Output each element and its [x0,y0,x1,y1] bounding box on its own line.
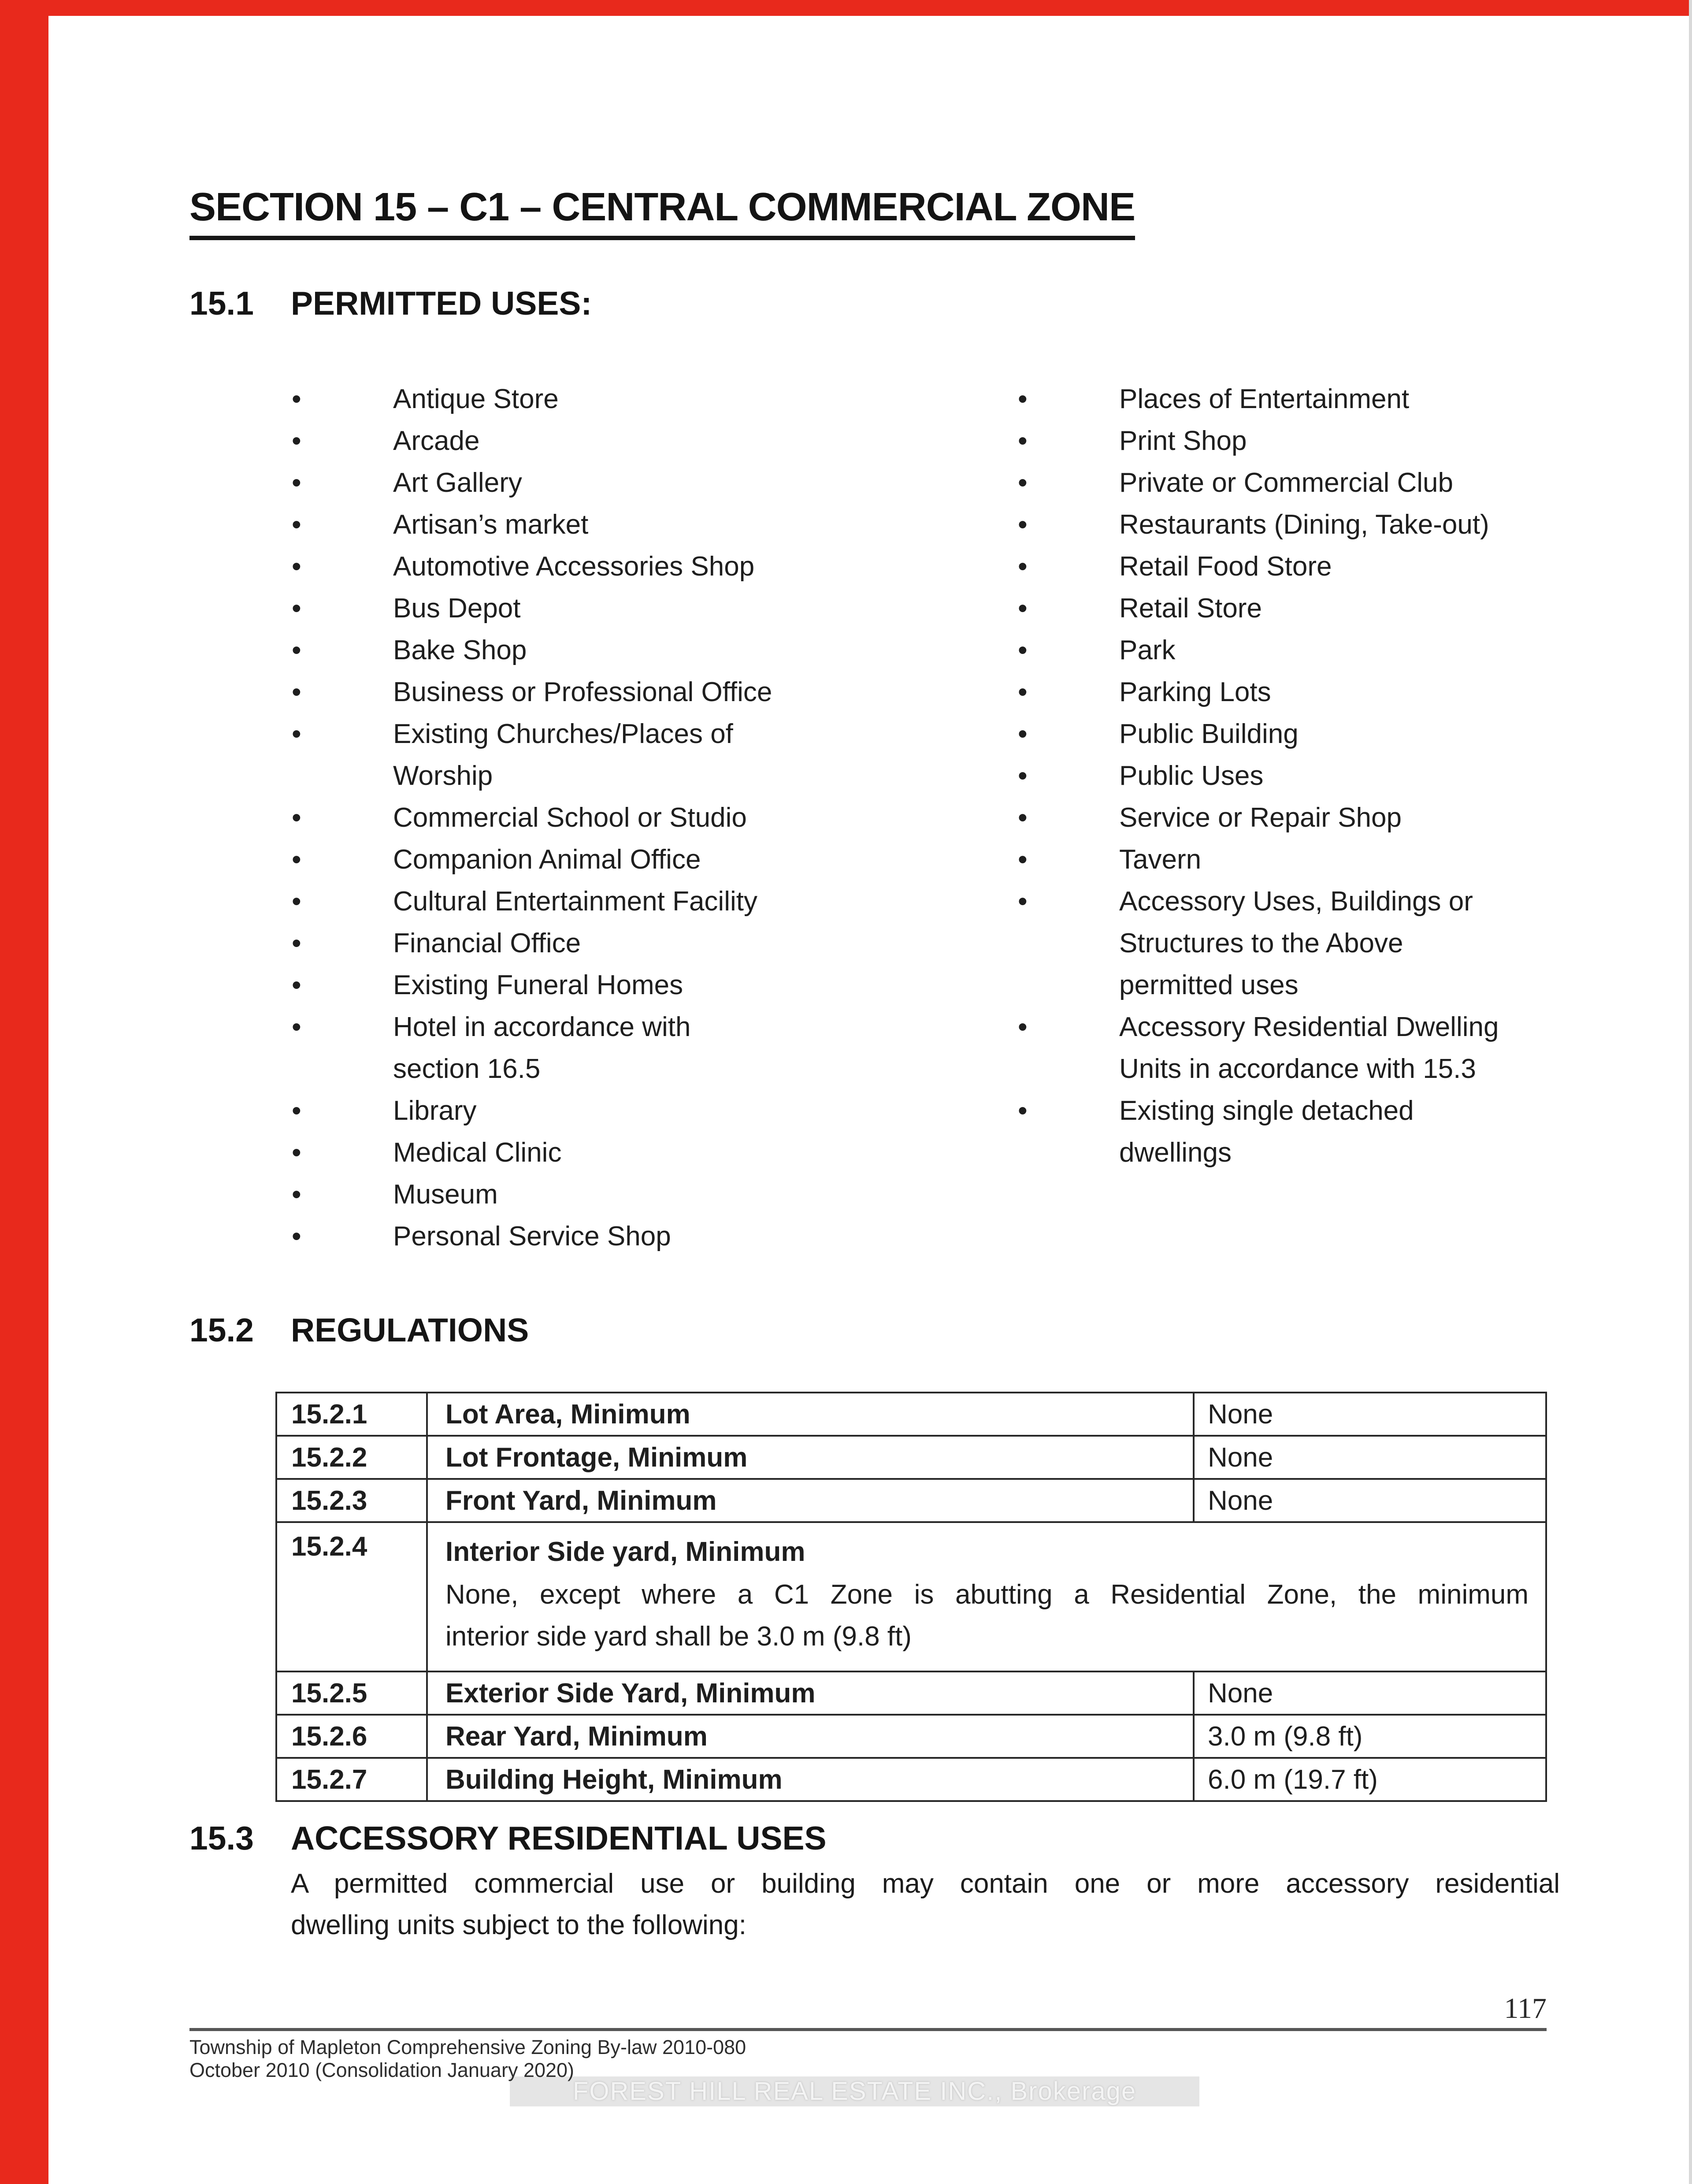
permitted-use-text: Print Shop [1119,426,1247,456]
heading-15-1-number: 15.1 [189,285,254,322]
permitted-use-text: Units in accordance with 15.3 [1119,1054,1476,1084]
footer-rule [189,2028,1547,2031]
permitted-use-item [291,1090,930,1132]
regulation-value: 3.0 m (9.8 ft) [1194,1715,1546,1758]
permitted-use-item [291,462,930,504]
permitted-use-text: permitted uses [1119,970,1299,1000]
heading-15-2-number: 15.2 [189,1311,254,1348]
permitted-use-text: Commercial School or Studio [393,802,747,833]
bullet-icon: • [292,1096,301,1126]
permitted-use-item [1017,839,1581,880]
permitted-use-text: Park [1119,635,1176,665]
bullet-icon: • [292,1137,301,1168]
permitted-use-text: Personal Service Shop [393,1221,671,1252]
regulation-ref: 15.2.1 [276,1393,427,1436]
heading-15-2 [189,1311,529,1349]
red-scan-border-left [0,0,48,2184]
permitted-use-text: Antique Store [393,384,559,414]
bullet-icon: • [292,1179,301,1210]
permitted-use-item [291,922,930,964]
permitted-use-item [291,504,930,546]
permitted-use-item [1017,378,1581,420]
bullet-icon: • [1018,426,1028,456]
heading-15-1 [189,284,592,322]
regulation-label: Lot Frontage, Minimum [427,1436,1194,1479]
bullet-icon: • [292,384,301,414]
bullet-icon: • [1018,509,1028,540]
permitted-use-item [1017,587,1581,629]
permitted-use-item [291,1006,930,1090]
regulation-value: None [1194,1436,1546,1479]
permitted-use-item [291,671,930,713]
permitted-use-item [1017,504,1581,546]
permitted-use-text: Financial Office [393,928,581,958]
permitted-use-item [291,880,930,922]
permitted-use-text: Museum [393,1179,498,1210]
body-text-line: A permitted commercial use or building may contain one or more accessory residential [291,1868,1560,1899]
bullet-icon: • [292,886,301,917]
permitted-use-text: Automotive Accessories Shop [393,551,755,582]
permitted-use-text: Hotel in accordance with [393,1012,691,1042]
heading-15-3-number: 15.3 [189,1820,254,1857]
permitted-use-item [291,378,930,420]
permitted-use-text: Cultural Entertainment Facility [393,886,757,917]
permitted-use-item [291,1174,930,1215]
bullet-icon: • [1018,802,1028,833]
permitted-use-text: Business or Professional Office [393,677,772,707]
page-edge-line [1689,0,1692,2184]
bullet-icon: • [1018,677,1028,707]
regulation-value: None [1194,1671,1546,1715]
bullet-icon: • [1018,1096,1028,1126]
permitted-use-text: Artisan’s market [393,509,589,540]
permitted-use-text: Retail Food Store [1119,551,1332,582]
bullet-icon: • [292,635,301,665]
regulation-label: Interior Side yard, Minimum [445,1537,805,1567]
bullet-icon: • [1018,844,1028,875]
regulation-label: Exterior Side Yard, Minimum [427,1671,1194,1715]
regulation-ref: 15.2.3 [276,1479,427,1522]
regulation-row [276,1715,1546,1758]
heading-15-3 [189,1819,827,1857]
permitted-use-item [1017,546,1581,587]
permitted-use-text: Medical Clinic [393,1137,562,1168]
regulation-ref: 15.2.4 [276,1522,427,1671]
permitted-use-item [291,420,930,462]
heading-15-3-label: ACCESSORY RESIDENTIAL USES [291,1820,827,1857]
regulation-note [445,1574,1529,1657]
regulation-ref: 15.2.6 [276,1715,427,1758]
permitted-use-item [291,587,930,629]
bullet-icon: • [292,1221,301,1252]
permitted-use-item [291,964,930,1006]
regulation-row [276,1671,1546,1715]
permitted-use-text: Bus Depot [393,593,521,624]
permitted-use-text: Art Gallery [393,468,522,498]
regulation-label: Building Height, Minimum [427,1758,1194,1801]
regulation-label-cell [427,1522,1546,1671]
permitted-uses-columns [189,378,1560,1281]
bullet-icon: • [292,928,301,958]
regulation-row [276,1393,1546,1436]
regulation-value: None [1194,1479,1546,1522]
permitted-use-text: Worship [393,761,493,791]
permitted-use-item [1017,797,1581,839]
regulation-ref: 15.2.5 [276,1671,427,1715]
bullet-icon: • [292,677,301,707]
footer-date-line: October 2010 (Consolidation January 2020) [189,2059,575,2081]
bullet-icon: • [1018,719,1028,749]
permitted-use-text: Public Uses [1119,761,1264,791]
permitted-use-item [1017,629,1581,671]
bullet-icon: • [292,719,301,749]
regulation-note-line: None, except where a C1 Zone is abutting a Residential Zone, the minimum [445,1579,1529,1610]
permitted-use-text: Bake Shop [393,635,527,665]
bullet-icon: • [292,844,301,875]
body-text-line: dwelling units subject to the following: [291,1910,746,1940]
permitted-use-item [1017,1090,1581,1174]
permitted-use-text: Accessory Residential Dwelling [1119,1012,1499,1042]
permitted-use-item [1017,1006,1581,1090]
regulation-label: Lot Area, Minimum [427,1393,1194,1436]
regulation-row [276,1436,1546,1479]
permitted-uses-right-column [1017,378,1581,1174]
bullet-icon: • [1018,635,1028,665]
regulation-ref: 15.2.2 [276,1436,427,1479]
permitted-use-item [291,797,930,839]
permitted-use-text: Places of Entertainment [1119,384,1410,414]
permitted-use-text: Companion Animal Office [393,844,701,875]
page-number: 117 [1504,1992,1547,2024]
regulation-note-line: interior side yard shall be 3.0 m (9.8 ft) [445,1621,912,1652]
permitted-use-item [291,713,930,797]
permitted-use-text: Structures to the Above [1119,928,1403,958]
regulation-label: Rear Yard, Minimum [427,1715,1194,1758]
permitted-use-text: Parking Lots [1119,677,1271,707]
bullet-icon: • [292,509,301,540]
permitted-use-item [291,839,930,880]
bullet-icon: • [1018,1012,1028,1042]
regulation-value: None [1194,1393,1546,1436]
permitted-use-item [1017,420,1581,462]
accessory-residential-body [291,1863,1560,1946]
bullet-icon: • [1018,384,1028,414]
heading-15-2-label: REGULATIONS [291,1311,529,1348]
permitted-use-text: Service or Repair Shop [1119,802,1402,833]
permitted-use-text: dwellings [1119,1137,1232,1168]
regulation-label: Front Yard, Minimum [427,1479,1194,1522]
bullet-icon: • [1018,761,1028,791]
regulation-row [276,1758,1546,1801]
permitted-use-item [1017,462,1581,504]
permitted-use-item [1017,671,1581,713]
permitted-use-text: Tavern [1119,844,1202,875]
bullet-icon: • [292,1012,301,1042]
permitted-use-item [291,546,930,587]
permitted-use-item [1017,755,1581,797]
permitted-use-text: Library [393,1096,477,1126]
red-scan-border-top [0,0,1692,16]
permitted-use-text: Restaurants (Dining, Take-out) [1119,509,1489,540]
permitted-use-item [291,1215,930,1257]
permitted-use-text: Existing Funeral Homes [393,970,683,1000]
permitted-use-text: Existing Churches/Places of [393,719,733,749]
permitted-use-text: Public Building [1119,719,1299,749]
bullet-icon: • [292,593,301,624]
regulation-value: 6.0 m (19.7 ft) [1194,1758,1546,1801]
permitted-use-item [291,1132,930,1174]
regulations-table [275,1392,1547,1802]
brokerage-watermark: FOREST HILL REAL ESTATE INC., Brokerage [510,2076,1199,2106]
permitted-use-text: Accessory Uses, Buildings or [1119,886,1473,917]
regulation-row [276,1479,1546,1522]
bullet-icon: • [1018,593,1028,624]
permitted-use-text: Existing single detached [1119,1096,1414,1126]
bullet-icon: • [1018,468,1028,498]
permitted-use-text: Private or Commercial Club [1119,468,1453,498]
bullet-icon: • [292,970,301,1000]
permitted-use-item [291,629,930,671]
permitted-use-item [1017,880,1581,1006]
bullet-icon: • [292,426,301,456]
footer-bylaw-line: Township of Mapleton Comprehensive Zoning By-law 2010-080 [189,2036,746,2058]
bullet-icon: • [292,802,301,833]
bullet-icon: • [1018,886,1028,917]
regulations-table-body [276,1393,1546,1801]
regulation-row [276,1522,1546,1671]
bullet-icon: • [1018,551,1028,582]
permitted-use-text: section 16.5 [393,1054,541,1084]
section-title: SECTION 15 – C1 – CENTRAL COMMERCIAL ZONE [189,185,1135,240]
permitted-use-item [1017,713,1581,755]
permitted-use-text: Retail Store [1119,593,1262,624]
permitted-use-text: Arcade [393,426,480,456]
bullet-icon: • [292,551,301,582]
heading-15-1-label: PERMITTED USES: [291,285,592,322]
regulation-ref: 15.2.7 [276,1758,427,1801]
bullet-icon: • [292,468,301,498]
permitted-uses-left-column [291,378,930,1257]
